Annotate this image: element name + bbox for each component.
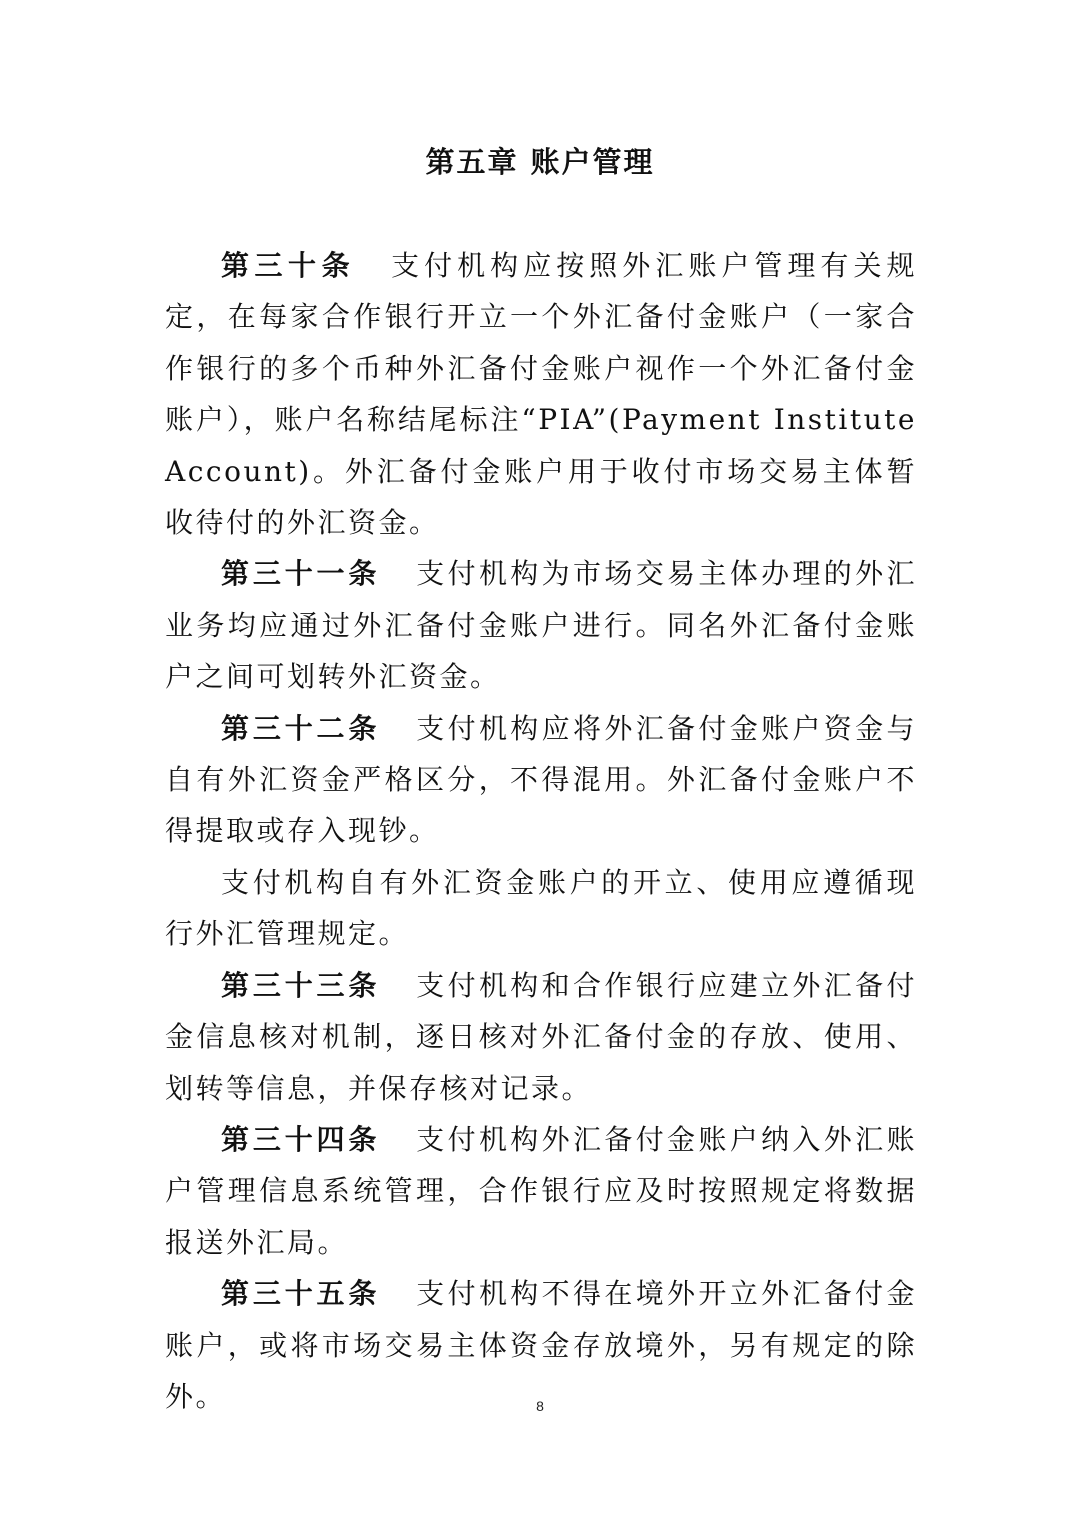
page-number: 8 (536, 1398, 544, 1414)
article-number: 第三十一条 (221, 557, 381, 591)
document-body (165, 240, 917, 1422)
article-text: 支付机构为市场交易主体办理的外汇业务均应通过外汇备付金账户进行。同名外汇备付金账户之间可划转外汇资金。 (165, 557, 917, 694)
article-number: 第三十五条 (221, 1277, 381, 1311)
article-32 (165, 703, 917, 857)
article-34 (165, 1114, 917, 1268)
chapter-title: 第五章 账户管理 (425, 145, 655, 179)
article-number: 第三十三条 (221, 968, 381, 1002)
article-32-paragraph-2 (165, 857, 917, 960)
article-33 (165, 960, 917, 1114)
article-31 (165, 548, 917, 702)
article-text: 支付机构和合作银行应建立外汇备付金信息核对机制，逐日核对外汇备付金的存放、使用、划转等信息，并保存核对记录。 (165, 968, 917, 1105)
article-number: 第三十二条 (221, 711, 381, 745)
article-text: 支付机构自有外汇资金账户的开立、使用应遵循现行外汇管理规定。 (165, 865, 917, 951)
article-text: 支付机构应将外汇备付金账户资金与自有外汇资金严格区分，不得混用。外汇备付金账户不得提取或存入现钞。 (165, 711, 917, 848)
article-text: 支付机构外汇备付金账户纳入外汇账户管理信息系统管理，合作银行应及时按照规定将数据报送外汇局。 (165, 1122, 917, 1259)
article-number: 第三十条 (221, 249, 356, 282)
article-text: 支付机构不得在境外开立外汇备付金账户，或将市场交易主体资金存放境外，另有规定的除外。 (165, 1277, 917, 1413)
article-number: 第三十四条 (221, 1122, 381, 1156)
article-text: 支付机构应按照外汇账户管理有关规定，在每家合作银行开立一个外汇备付金账户（一家合作银行的多个币种外汇备付金账户视作一个外汇备付金账户），账户名称结尾标注“PIA”(Payment Institute Account)。外汇备付金账户用于收付市场交易主体暂收待付的外汇资金。 (165, 249, 917, 540)
article-30 (165, 240, 917, 548)
